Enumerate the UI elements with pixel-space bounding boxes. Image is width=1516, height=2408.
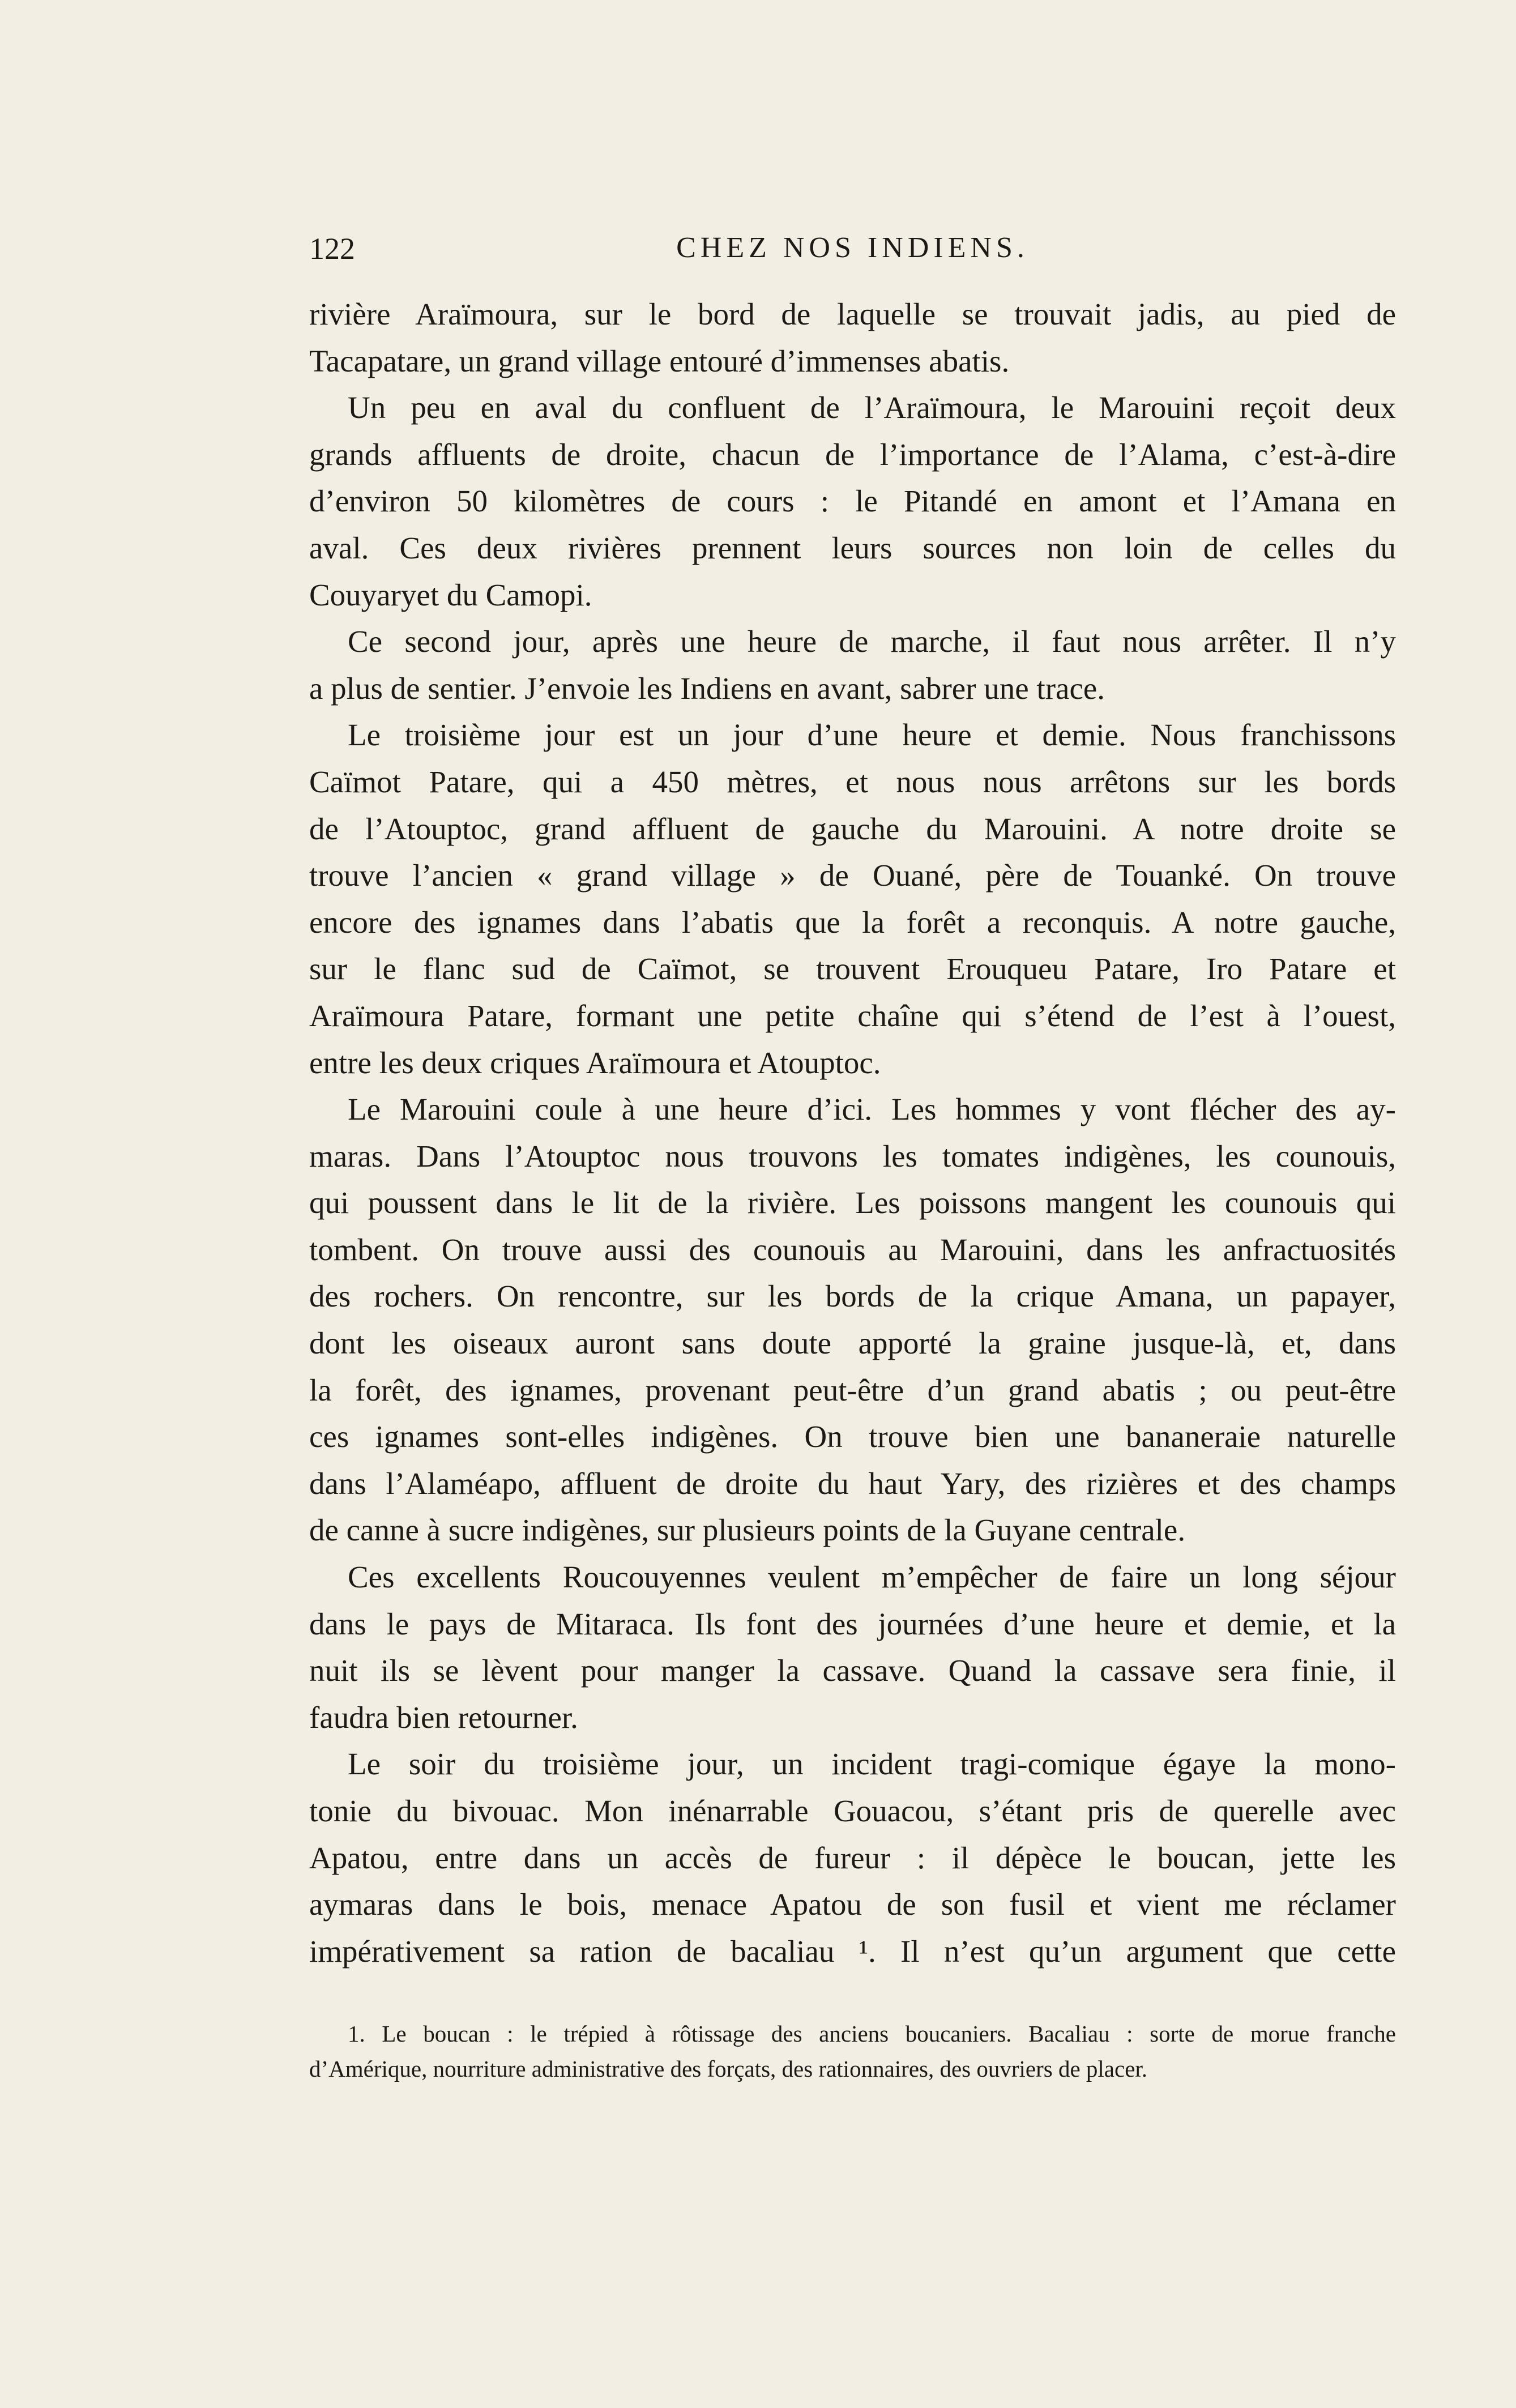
text-line: tombent. On trouve aussi des counouis au Marouini, dans les anfractuosités	[309, 1232, 1396, 1267]
text-line: dont les oiseaux auront sans doute apporté la graine jusque-là, et, dans	[309, 1326, 1396, 1361]
text-line: tonie du bivouac. Mon inénarrable Gouacou, s’étant pris de querelle avec	[309, 1794, 1396, 1828]
text-line: Araïmoura Patare, formant une petite chaîne qui s’étend de l’est à l’ouest,	[309, 998, 1396, 1033]
text-line: des rochers. On rencontre, sur les bords de la crique Amana, un papayer,	[309, 1279, 1396, 1314]
text-line: la forêt, des ignames, provenant peut-être d’un grand abatis ; ou peut-être	[309, 1372, 1396, 1407]
text-line: Tacapatare, un grand village entouré d’immenses abatis.	[309, 343, 1010, 378]
text-line: entre les deux criques Araïmoura et Atouptoc.	[309, 1045, 881, 1080]
text-line: aval. Ces deux rivières prennent leurs sources non loin de celles du	[309, 530, 1396, 565]
footnote-line: d’Amérique, nourriture administrative des forçats, des rationnaires, des ouvriers de placer.	[309, 2056, 1148, 2082]
text-line: Ce second jour, après une heure de marche, il faut nous arrêter. Il n’y	[348, 624, 1396, 659]
footnotes	[309, 2016, 1396, 2086]
text-line: nuit ils se lèvent pour manger la cassave. Quand la cassave sera finie, il	[309, 1653, 1396, 1688]
text-line: Le soir du troisième jour, un incident tragi-comique égaye la mono-	[348, 1747, 1396, 1782]
text-line: de canne à sucre indigènes, sur plusieurs points de la Guyane centrale.	[309, 1513, 1186, 1548]
text-line: maras. Dans l’Atouptoc nous trouvons les tomates indigènes, les counouis,	[309, 1138, 1396, 1173]
text-line: aymaras dans le bois, menace Apatou de son fusil et vient me réclamer	[309, 1887, 1396, 1922]
running-title: CHEZ NOS INDIENS.	[676, 232, 1029, 264]
text-line: dans l’Alaméapo, affluent de droite du haut Yary, des rizières et des champs	[309, 1466, 1396, 1501]
text-line: Un peu en aval du confluent de l’Araïmoura, le Marouini reçoit deux	[348, 390, 1396, 425]
text-line: sur le flanc sud de Caïmot, se trouvent Erouqueu Patare, Iro Patare et	[309, 951, 1396, 987]
text-line: Ces excellents Roucouyennes veulent m’empêcher de faire un long séjour	[348, 1560, 1396, 1595]
text-line: d’environ 50 kilomètres de cours : le Pitandé en amont et l’Amana en	[309, 484, 1396, 519]
text-line: ces ignames sont-elles indigènes. On trouve bien une bananeraie naturelle	[309, 1419, 1396, 1454]
text-line: encore des ignames dans l’abatis que la forêt a reconquis. A notre gauche,	[309, 904, 1396, 940]
text-line: a plus de sentier. J’envoie les Indiens en avant, sabrer une trace.	[309, 671, 1105, 706]
footnote-line: 1. Le boucan : le trépied à rôtissage des anciens boucaniers. Bacaliau : sorte de morue franche	[348, 2021, 1396, 2047]
page-number: 122	[309, 232, 355, 266]
text-line: Apatou, entre dans un accès de fureur : il dépèce le boucan, jette les	[309, 1840, 1396, 1875]
text-line: Le troisième jour est un jour d’une heure et demie. Nous franchissons	[348, 718, 1396, 753]
text-line: dans le pays de Mitaraca. Ils font des journées d’une heure et demie, et la	[309, 1606, 1396, 1641]
page-header	[309, 231, 1396, 272]
text-line: de l’Atouptoc, grand affluent de gauche du Marouini. A notre droite se	[309, 811, 1396, 846]
text-line: impérativement sa ration de bacaliau ¹. Il n’est qu’un argument que cette	[309, 1933, 1396, 1969]
text-line: trouve l’ancien « grand village » de Ouané, père de Touanké. On trouve	[309, 858, 1396, 893]
text-line: faudra bien retourner.	[309, 1700, 578, 1735]
text-line: Caïmot Patare, qui a 450 mètres, et nous nous arrêtons sur les bords	[309, 764, 1396, 799]
text-line: rivière Araïmoura, sur le bord de laquelle se trouvait jadis, au pied de	[309, 297, 1396, 331]
text-line: grands affluents de droite, chacun de l’importance de l’Alama, c’est-à-dire	[309, 437, 1396, 472]
text-line: Le Marouini coule à une heure d’ici. Les hommes y vont flécher des ay-	[348, 1092, 1396, 1127]
text-line: qui poussent dans le lit de la rivière. Les poissons mangent les counouis qui	[309, 1185, 1396, 1220]
body-text	[309, 291, 1396, 1975]
text-line: Couyaryet du Camopi.	[309, 577, 592, 612]
